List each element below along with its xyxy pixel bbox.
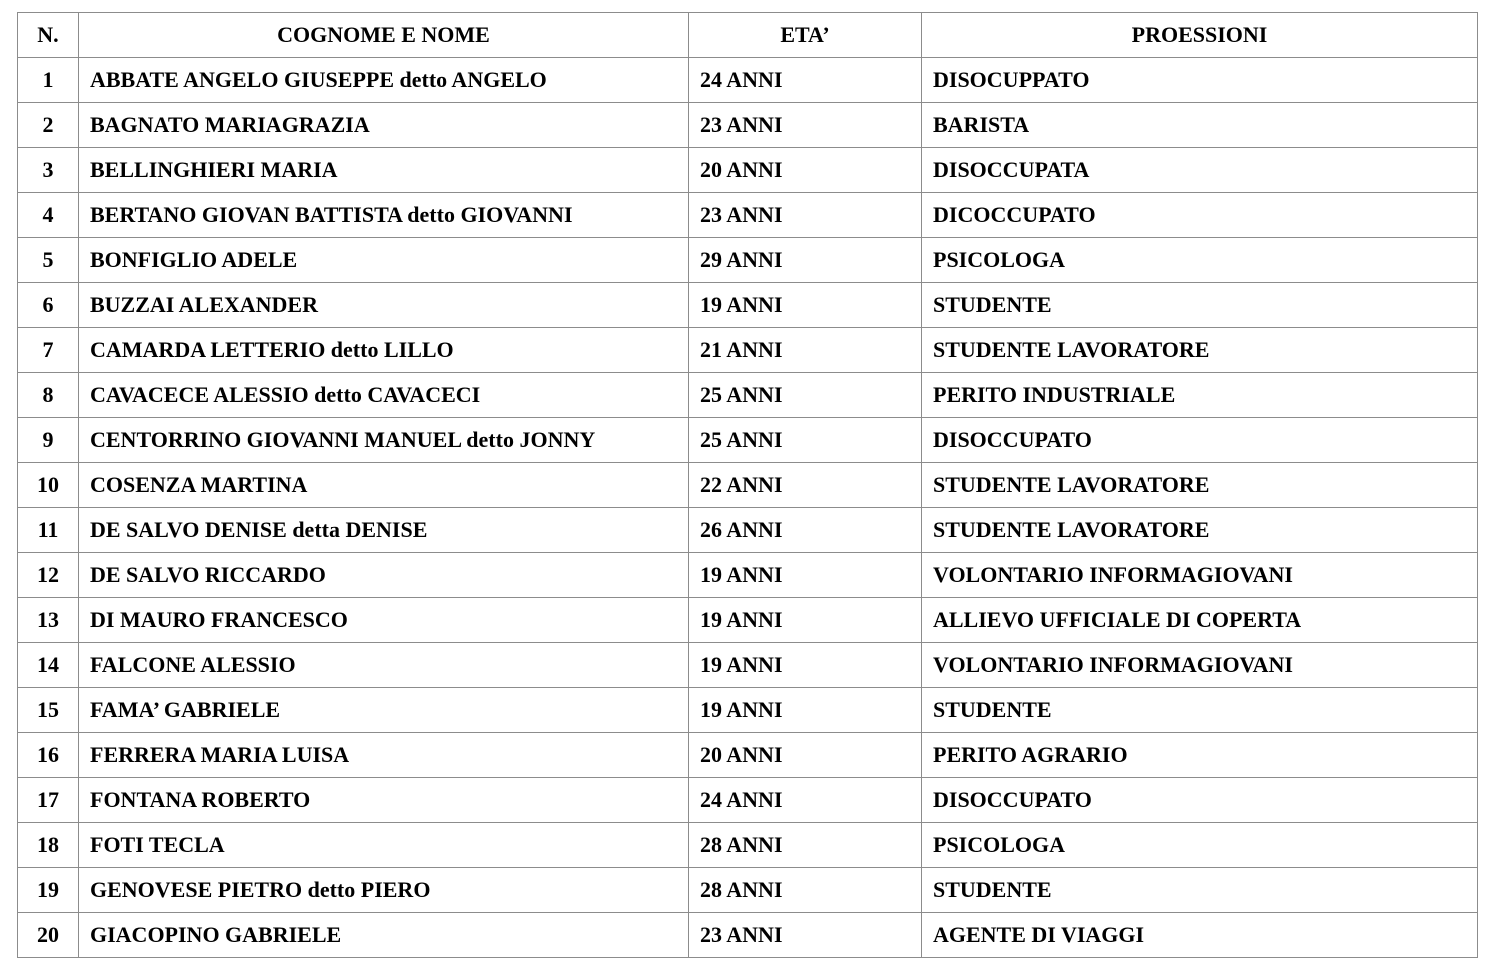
cell-age: 20 ANNI — [689, 148, 922, 193]
cell-name: FOTI TECLA — [79, 823, 689, 868]
cell-age: 24 ANNI — [689, 778, 922, 823]
cell-number: 18 — [18, 823, 79, 868]
cell-name: COSENZA MARTINA — [79, 463, 689, 508]
table-row — [18, 598, 1478, 643]
cell-number: 13 — [18, 598, 79, 643]
cell-number: 8 — [18, 373, 79, 418]
cell-number: 11 — [18, 508, 79, 553]
cell-name: CAVACECE ALESSIO detto CAVACECI — [79, 373, 689, 418]
cell-name: GENOVESE PIETRO detto PIERO — [79, 868, 689, 913]
cell-number: 3 — [18, 148, 79, 193]
header-row — [18, 13, 1478, 58]
cell-name: BAGNATO MARIAGRAZIA — [79, 103, 689, 148]
cell-profession: STUDENTE — [922, 688, 1478, 733]
cell-age: 25 ANNI — [689, 373, 922, 418]
cell-profession: DISOCUPPATO — [922, 58, 1478, 103]
cell-age: 29 ANNI — [689, 238, 922, 283]
cell-age: 19 ANNI — [689, 688, 922, 733]
cell-profession: DICOCCUPATO — [922, 193, 1478, 238]
cell-age: 21 ANNI — [689, 328, 922, 373]
cell-age: 28 ANNI — [689, 823, 922, 868]
table-row — [18, 778, 1478, 823]
cell-number: 16 — [18, 733, 79, 778]
table-row — [18, 508, 1478, 553]
cell-age: 25 ANNI — [689, 418, 922, 463]
cell-profession: STUDENTE — [922, 283, 1478, 328]
cell-age: 19 ANNI — [689, 283, 922, 328]
cell-profession: VOLONTARIO INFORMAGIOVANI — [922, 643, 1478, 688]
cell-profession: STUDENTE LAVORATORE — [922, 463, 1478, 508]
table-row — [18, 373, 1478, 418]
cell-profession: PSICOLOGA — [922, 238, 1478, 283]
table-row — [18, 463, 1478, 508]
cell-name: FAMA’ GABRIELE — [79, 688, 689, 733]
cell-profession: ALLIEVO UFFICIALE DI COPERTA — [922, 598, 1478, 643]
cell-profession: VOLONTARIO INFORMAGIOVANI — [922, 553, 1478, 598]
cell-age: 23 ANNI — [689, 103, 922, 148]
cell-profession: STUDENTE LAVORATORE — [922, 328, 1478, 373]
table-row — [18, 643, 1478, 688]
table-row — [18, 733, 1478, 778]
cell-name: DI MAURO FRANCESCO — [79, 598, 689, 643]
header-age: ETA’ — [689, 13, 922, 58]
cell-number: 20 — [18, 913, 79, 958]
cell-age: 22 ANNI — [689, 463, 922, 508]
cell-number: 9 — [18, 418, 79, 463]
cell-age: 26 ANNI — [689, 508, 922, 553]
cell-name: BELLINGHIERI MARIA — [79, 148, 689, 193]
cell-age: 28 ANNI — [689, 868, 922, 913]
cell-age: 19 ANNI — [689, 643, 922, 688]
cell-name: FALCONE ALESSIO — [79, 643, 689, 688]
cell-number: 12 — [18, 553, 79, 598]
cell-name: GIACOPINO GABRIELE — [79, 913, 689, 958]
cell-number: 4 — [18, 193, 79, 238]
cell-name: BONFIGLIO ADELE — [79, 238, 689, 283]
header-profession: PROESSIONI — [922, 13, 1478, 58]
table-body — [18, 58, 1478, 958]
header-number: N. — [18, 13, 79, 58]
table-row — [18, 688, 1478, 733]
cell-name: FONTANA ROBERTO — [79, 778, 689, 823]
table-row — [18, 58, 1478, 103]
table-row — [18, 553, 1478, 598]
cell-number: 14 — [18, 643, 79, 688]
cell-name: DE SALVO DENISE detta DENISE — [79, 508, 689, 553]
cell-number: 17 — [18, 778, 79, 823]
table-row — [18, 913, 1478, 958]
cell-name: ABBATE ANGELO GIUSEPPE detto ANGELO — [79, 58, 689, 103]
cell-name: BERTANO GIOVAN BATTISTA detto GIOVANNI — [79, 193, 689, 238]
cell-name: FERRERA MARIA LUISA — [79, 733, 689, 778]
table-header — [18, 13, 1478, 58]
table-row — [18, 238, 1478, 283]
cell-age: 19 ANNI — [689, 598, 922, 643]
cell-profession: DISOCCUPATO — [922, 778, 1478, 823]
table-row — [18, 868, 1478, 913]
cell-age: 23 ANNI — [689, 193, 922, 238]
cell-number: 6 — [18, 283, 79, 328]
cell-profession: STUDENTE LAVORATORE — [922, 508, 1478, 553]
cell-profession: PSICOLOGA — [922, 823, 1478, 868]
cell-number: 19 — [18, 868, 79, 913]
table-row — [18, 148, 1478, 193]
cell-age: 19 ANNI — [689, 553, 922, 598]
cell-number: 7 — [18, 328, 79, 373]
table-row — [18, 418, 1478, 463]
cell-number: 1 — [18, 58, 79, 103]
cell-age: 24 ANNI — [689, 58, 922, 103]
cell-profession: PERITO INDUSTRIALE — [922, 373, 1478, 418]
cell-name: DE SALVO RICCARDO — [79, 553, 689, 598]
cell-name: CENTORRINO GIOVANNI MANUEL detto JONNY — [79, 418, 689, 463]
cell-number: 5 — [18, 238, 79, 283]
cell-profession: DISOCCUPATA — [922, 148, 1478, 193]
cell-profession: AGENTE DI VIAGGI — [922, 913, 1478, 958]
cell-name: BUZZAI ALEXANDER — [79, 283, 689, 328]
cell-profession: BARISTA — [922, 103, 1478, 148]
cell-number: 10 — [18, 463, 79, 508]
table-row — [18, 103, 1478, 148]
cell-profession: STUDENTE — [922, 868, 1478, 913]
table-row — [18, 193, 1478, 238]
table-row — [18, 283, 1478, 328]
cell-profession: DISOCCUPATO — [922, 418, 1478, 463]
cell-profession: PERITO AGRARIO — [922, 733, 1478, 778]
header-name: COGNOME E NOME — [79, 13, 689, 58]
cell-age: 20 ANNI — [689, 733, 922, 778]
cell-name: CAMARDA LETTERIO detto LILLO — [79, 328, 689, 373]
cell-number: 15 — [18, 688, 79, 733]
cell-age: 23 ANNI — [689, 913, 922, 958]
table-row — [18, 823, 1478, 868]
cell-number: 2 — [18, 103, 79, 148]
roster-table — [17, 12, 1478, 958]
table-row — [18, 328, 1478, 373]
